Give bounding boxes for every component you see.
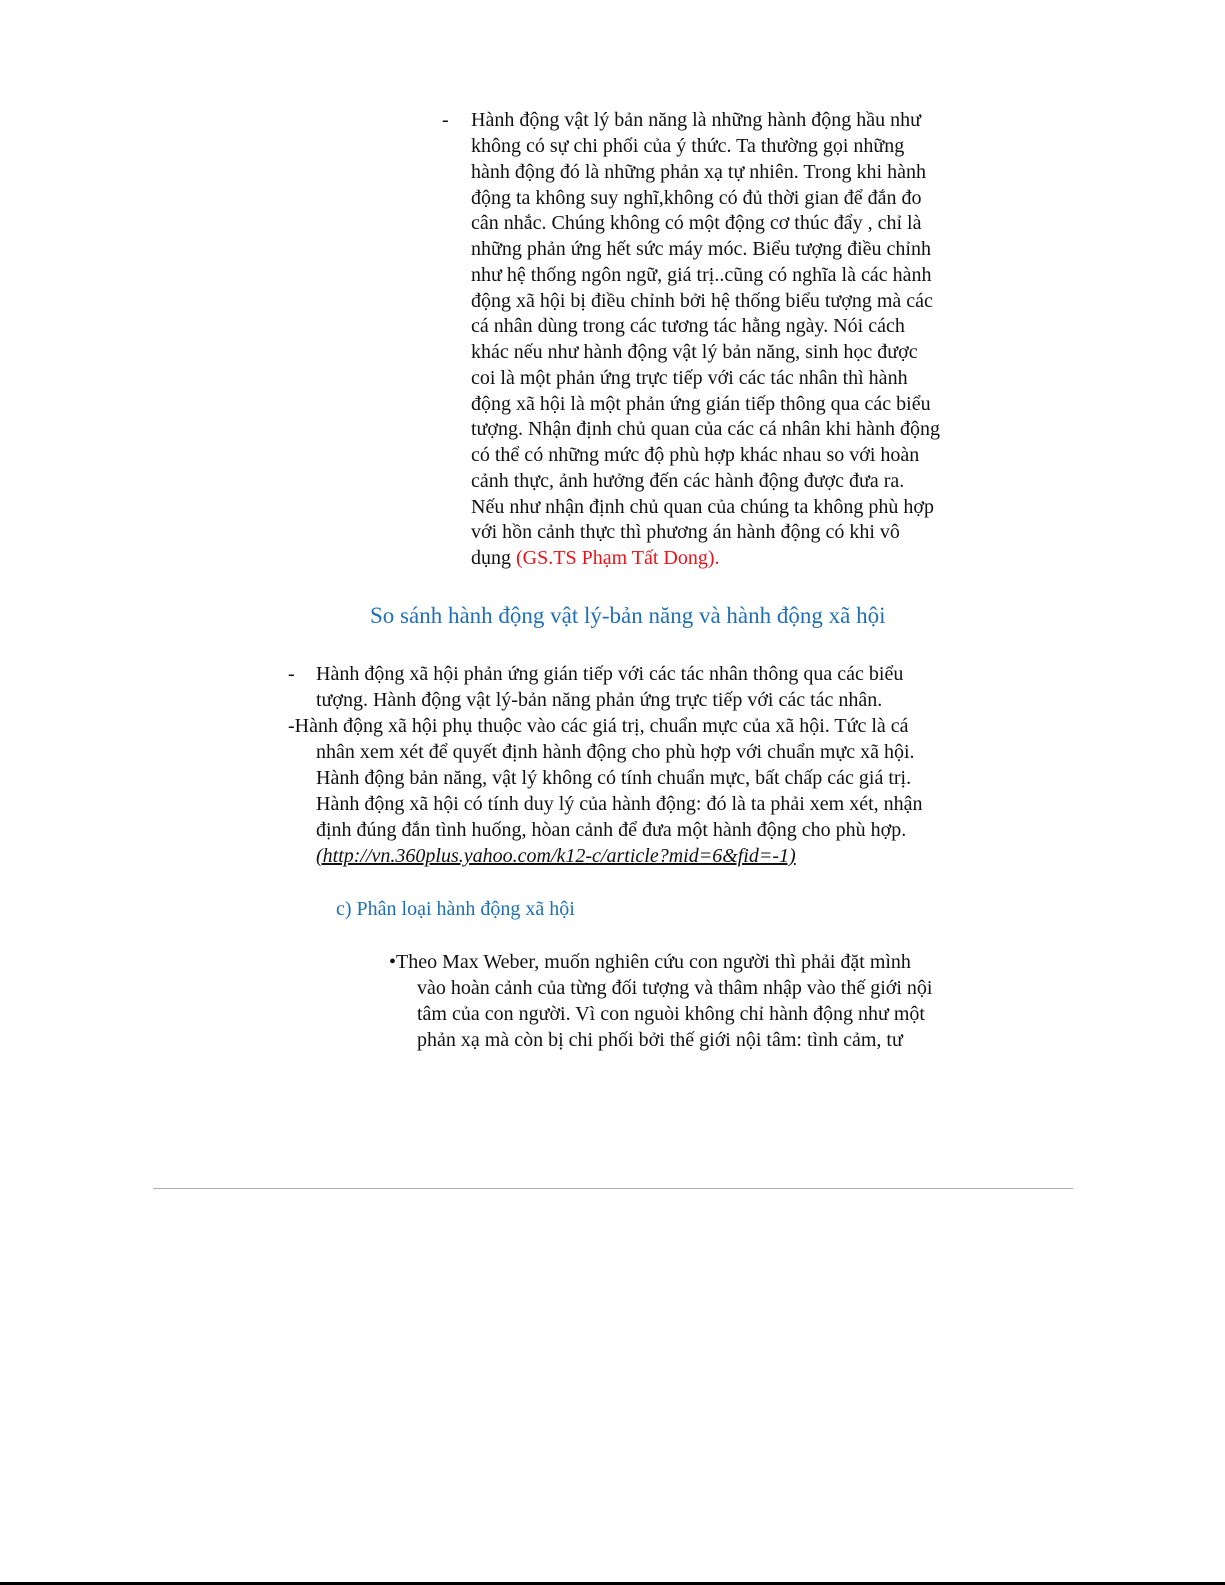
paragraph-1-line: hành động đó là những phản xạ tự nhiên. Trong khi hành — [471, 161, 926, 183]
paragraph-1-line — [471, 546, 720, 572]
paragraph-1-line: những phản ứng hết sức máy móc. Biểu tượng điều chỉnh — [471, 238, 931, 260]
paragraph-1-line: coi là một phản ứng trực tiếp với các tác nhân thì hành — [471, 367, 908, 389]
paragraph-2-line: Hành động xã hội phản ứng gián tiếp với các tác nhân thông qua các biểu — [316, 663, 904, 685]
paragraph-1-line: tượng. Nhận định chủ quan của các cá nhân khi hành động — [471, 418, 941, 440]
paragraph-1-line: cá nhân dùng trong các tương tác hằng ngày. Nói cách — [471, 315, 905, 337]
paragraph-1-line: khác nếu như hành động vật lý bản năng, sinh học được — [471, 341, 918, 363]
paragraph-1-line: không có sự chi phối của ý thức. Ta thường gọi những — [471, 135, 905, 157]
paragraph-2-line: định đúng đắn tình huống, hòan cảnh để đưa một hành động cho phù hợp. — [316, 819, 907, 841]
paragraph-1-line: động xã hội bị điều chỉnh bởi hệ thống biểu tượng mà các — [471, 290, 933, 312]
paragraph-1-line: cân nhắc. Chúng không có một động cơ thúc đẩy , chỉ là — [471, 212, 922, 234]
bullet-dash-2: - — [288, 663, 295, 685]
paragraph-2-line: tượng. Hành động vật lý-bản năng phản ứng trực tiếp với các tác nhân. — [316, 689, 883, 711]
page-footer-divider — [153, 1188, 1073, 1189]
bullet-dash-1: - — [442, 109, 449, 131]
citation: (GS.TS Phạm Tất Dong). — [516, 547, 720, 569]
source-link[interactable]: (http://vn.360plus.yahoo.com/k12-c/article?mid=6&fid=-1) — [316, 845, 796, 867]
paragraph-1-line: động ta không suy nghĩ,không có đủ thời gian để đắn đo — [471, 187, 922, 209]
paragraph-2-line: nhân xem xét để quyết định hành động cho phù hợp với chuẩn mực xã hội. — [316, 741, 915, 763]
paragraph-3-line: vào hoàn cảnh của từng đối tượng và thâm nhập vào thế giới nội — [417, 977, 933, 999]
paragraph-1-line: với hồn cảnh thực thì phương án hành động có khi vô — [471, 521, 900, 543]
paragraph-3-line: phản xạ mà còn bị chi phối bởi thế giới nội tâm: tình cảm, tư — [417, 1029, 903, 1051]
paragraph-3-line: •Theo Max Weber, muốn nghiên cứu con người thì phải đặt mình — [389, 951, 911, 973]
paragraph-2-line: Hành động xã hội có tính duy lý của hành động: đó là ta phải xem xét, nhận — [316, 793, 923, 815]
paragraph-1-line: Nếu như nhận định chủ quan của chúng ta không phù hợp — [471, 496, 934, 518]
paragraph-2-line: Hành động bản năng, vật lý không có tính chuẩn mực, bất chấp các giá trị. — [316, 767, 912, 789]
paragraph-1-line: có thể có những mức độ phù hợp khác nhau so với hoàn — [471, 444, 920, 466]
paragraph-1-line: Hành động vật lý bản năng là những hành động hầu như — [471, 109, 921, 131]
paragraph-1-line: động xã hội là một phản ứng gián tiếp thông qua các biểu — [471, 393, 931, 415]
paragraph-1-line: cảnh thực, ảnh hưởng đến các hành động được đưa ra. — [471, 470, 905, 492]
paragraph-2-line: -Hành động xã hội phụ thuộc vào các giá trị, chuẩn mực của xã hội. Tức là cá — [288, 715, 909, 737]
section-heading: So sánh hành động vật lý-bản năng và hành động xã hội — [370, 603, 886, 628]
paragraph-3-line: tâm của con người. Vì con nguòi không chỉ hành động như một — [417, 1003, 925, 1025]
subsection-heading: c) Phân loại hành động xã hội — [336, 898, 575, 920]
paragraph-1-last-text: dụng — [471, 547, 516, 569]
paragraph-1-line: như hệ thống ngôn ngữ, giá trị..cũng có nghĩa là các hành — [471, 264, 932, 286]
